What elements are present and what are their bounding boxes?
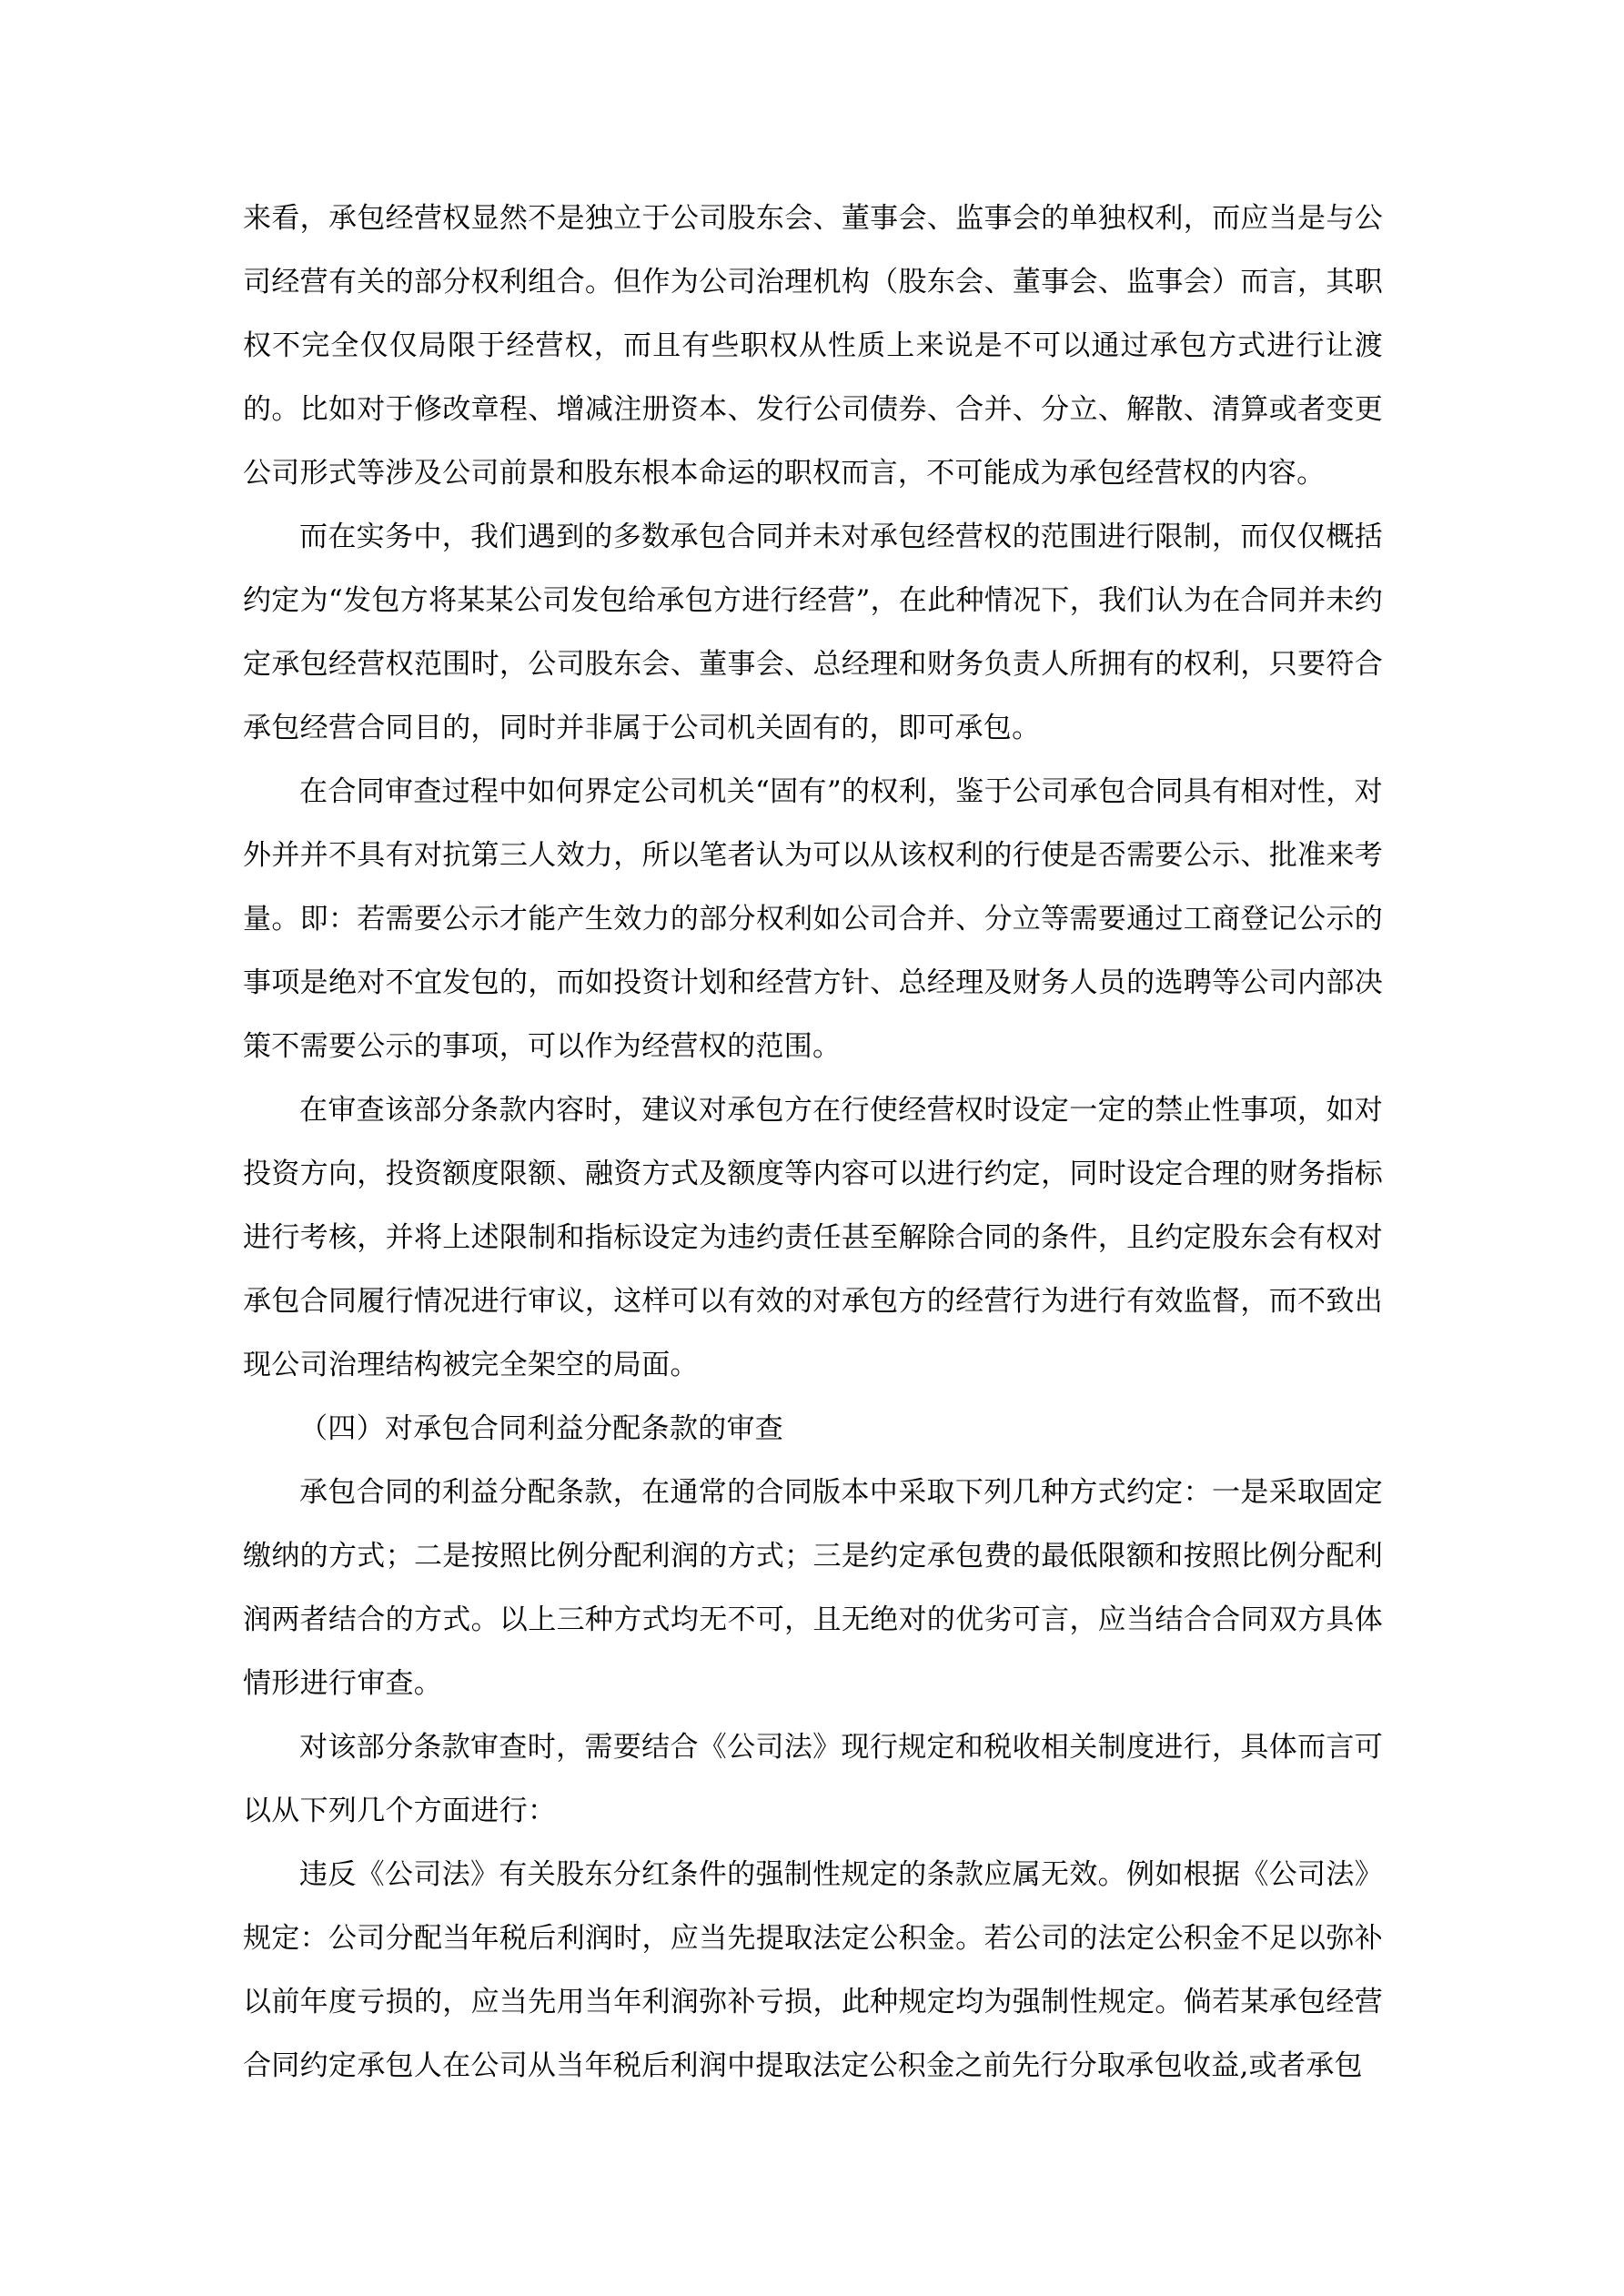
paragraph-practice-note: 而在实务中，我们遇到的多数承包合同并未对承包经营权的范围进行限制，而仅仅概括约定为“发包方将某某公司发包给承包方进行经营”，在此种情况下，我们认为在合同并未约定承包经营权范围时，公司股东会、董事会、总经理和财务负责人所拥有的权利，只要符合承包经营合同目的，同时并非属于公司机关固有的，即可承包。 — [243, 521, 1383, 744]
paragraph-inherent-rights: 在合同审查过程中如何界定公司机关“固有”的权利，鉴于公司承包合同具有相对性，对外并并不具有对抗第三人效力，所以笔者认为可以从该权利的行使是否需要公示、批准来考量。即：若需要公示才能产生效力的部分权利如公司合并、分立等需要通过工商登记公示的事项是绝对不宜发包的，而如投资计划和经营方针、总经理及财务人员的选聘等公司内部决策不需要公示的事项，可以作为经营权的范围。 — [243, 775, 1383, 1063]
paragraph-profit-distribution-methods: 承包合同的利益分配条款，在通常的合同版本中采取下列几种方式约定：一是采取固定缴纳的方式；二是按照比例分配利润的方式；三是约定承包费的最低限额和按照比例分配利润两者结合的方式。以上三种方式均无不可，且无绝对的优劣可言，应当结合合同双方具体情形进行审查。 — [243, 1476, 1383, 1700]
document-page — [243, 187, 1383, 2098]
paragraph-continuation: 来看，承包经营权显然不是独立于公司股东会、董事会、监事会的单独权利，而应当是与公司经营有关的部分权利组合。但作为公司治理机构（股东会、董事会、监事会）而言，其职权不完全仅仅局限于经营权，而且有些职权从性质上来说是不可以通过承包方式进行让渡的。比如对于修改章程、增减注册资本、发行公司债券、合并、分立、解散、清算或者变更公司形式等涉及公司前景和股东根本命运的职权而言，不可能成为承包经营权的内容。 — [243, 202, 1383, 490]
paragraph-mandatory-provisions: 违反《公司法》有关股东分红条件的强制性规定的条款应属无效。例如根据《公司法》规定：公司分配当年税后利润时，应当先提取法定公积金。若公司的法定公积金不足以弥补以前年度亏损的，应当先用当年利润弥补亏损，此种规定均为强制性规定。倘若某承包经营合同约定承包人在公司从当年税后利润中提取法定公积金之前先行分取承包收益,或者承包 — [243, 1858, 1383, 2082]
paragraph-review-suggestions: 在审查该部分条款内容时，建议对承包方在行使经营权时设定一定的禁止性事项，如对投资方向，投资额度限额、融资方式及额度等内容可以进行约定，同时设定合理的财务指标进行考核，并将上述限制和指标设定为违约责任甚至解除合同的条件，且约定股东会有权对承包合同履行情况进行审议，这样可以有效的对承包方的经营行为进行有效监督，而不致出现公司治理结构被完全架空的局面。 — [243, 1094, 1383, 1381]
paragraph-review-basis: 对该部分条款审查时，需要结合《公司法》现行规定和税收相关制度进行，具体而言可以从下列几个方面进行： — [243, 1731, 1383, 1827]
section-heading-4: （四）对承包合同利益分配条款的审查 — [299, 1412, 784, 1445]
